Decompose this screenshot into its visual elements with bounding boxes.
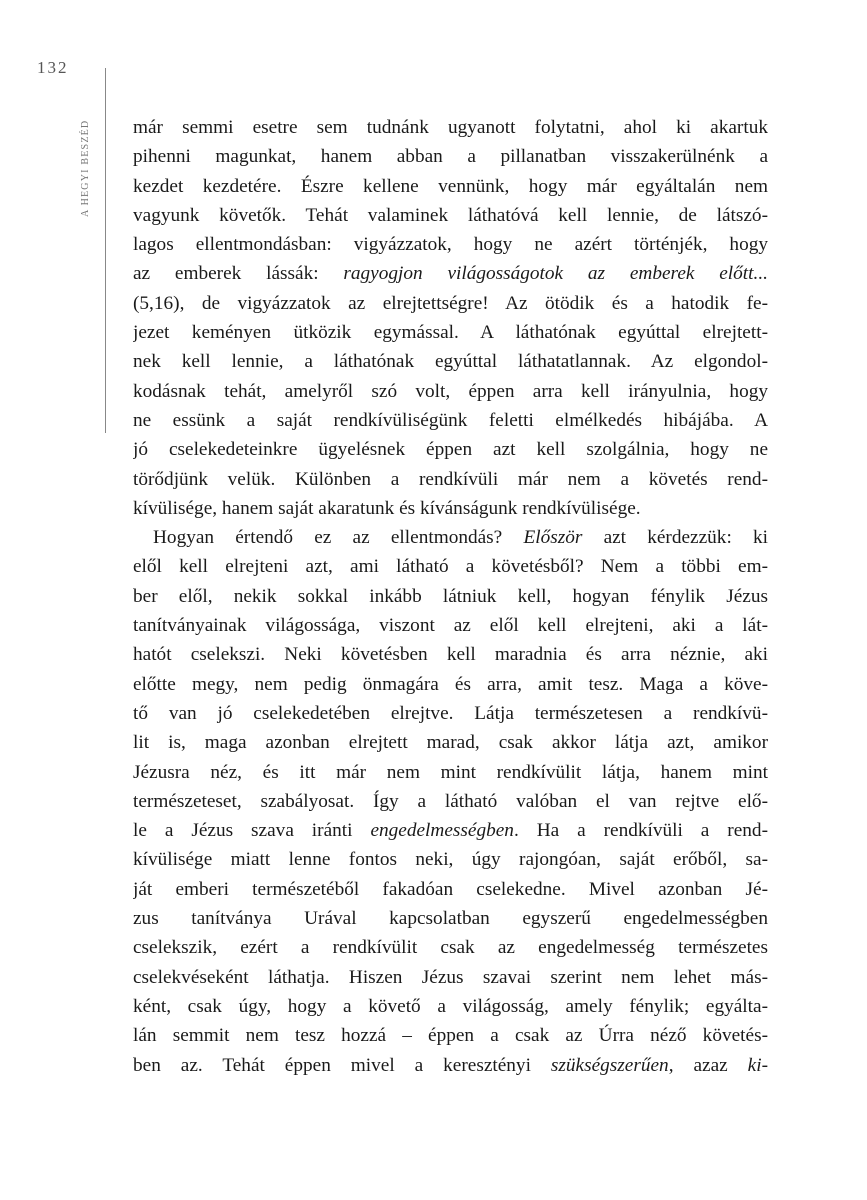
- text-run: cselekvéseként láthatja. Hiszen Jézus szavai szerint nem lehet más-: [133, 966, 768, 988]
- text-line: [133, 113, 768, 142]
- text-run: cselekszik, ezért a rendkívülit csak az engedelmesség természetes: [133, 937, 768, 959]
- text-line: [133, 640, 768, 669]
- text-run: kezdet kezdetére. Észre kellene vennünk, hogy már egyáltalán nem: [133, 175, 768, 197]
- text-line: [133, 289, 768, 318]
- text-run: ben az. Tehát éppen mivel a keresztényi: [133, 1054, 551, 1076]
- text-run: . Ha a rendkívüli a rend-: [513, 820, 768, 842]
- text-line: [133, 933, 768, 962]
- margin-rule: [105, 68, 106, 433]
- text-line: [133, 728, 768, 757]
- text-run: zus tanítványa Urával kapcsolatban egyszerű engedelmességben: [133, 908, 768, 930]
- text-line: [133, 963, 768, 992]
- text-run: jó cselekedeteinkre ügyelésnek éppen azt kell szolgálnia, hogy ne: [133, 439, 768, 461]
- text-run: kodásnak tehát, amelyről szó volt, éppen arra kell irányulnia, hogy: [133, 380, 768, 402]
- text-line: [133, 347, 768, 376]
- text-run: már semmi esetre sem tudnánk ugyanott folytatni, ahol ki akartuk: [133, 117, 768, 138]
- italic-text: engedelmességben: [370, 820, 514, 842]
- text-line: [133, 611, 768, 640]
- text-run: ként, csak úgy, hogy a követő a világosság, amely fénylik; egyálta-: [133, 995, 768, 1017]
- text-run: tő van jó cselekedetében elrejtve. Látja természetesen a rendkívü-: [133, 702, 768, 724]
- text-line: [133, 406, 768, 435]
- text-line: [133, 699, 768, 728]
- text-run: pihenni magunkat, hanem abban a pillanatban visszakerülnénk a: [133, 146, 768, 168]
- text-run: ne essünk a saját rendkívüliségünk feletti elmélkedés hibájába. A: [133, 409, 768, 431]
- text-run: nek kell lennie, a láthatónak egyúttal láthatatlannak. Az elgondol-: [133, 351, 768, 373]
- text-run: törődjünk velük. Különben a rendkívüli már nem a követés rend-: [133, 468, 768, 490]
- text-run: természeteset, szabályosat. Így a látható valóban el van rejtve elő-: [133, 790, 768, 812]
- text-run: Hogyan értendő ez az ellentmondás?: [153, 527, 524, 549]
- text-line: [133, 523, 768, 552]
- text-run: le a Jézus szava iránti: [133, 820, 371, 842]
- text-line: [133, 758, 768, 787]
- text-line: [133, 230, 768, 259]
- text-line: [133, 201, 768, 230]
- text-run: azt kérdezzük: ki: [582, 527, 768, 549]
- text-run: , azaz: [668, 1054, 748, 1076]
- text-line: [133, 377, 768, 406]
- italic-text: ki-: [747, 1054, 768, 1076]
- text-line: [133, 465, 768, 494]
- text-line: [133, 875, 768, 904]
- text-line: [133, 259, 768, 288]
- text-run: tanítványainak világossága, viszont az elől kell elrejteni, aki a lát-: [133, 615, 768, 637]
- text-run: jezet keményen ütközik egymással. A láthatónak egyúttal elrejtett-: [133, 322, 768, 344]
- text-run: ját emberi természetéből fakadóan cselekedne. Mivel azonban Jé-: [133, 878, 768, 900]
- text-run: lit is, maga azonban elrejtett marad, csak akkor látja azt, amikor: [133, 732, 768, 754]
- text-run: Jézusra néz, és itt már nem mint rendkívülit látja, hanem mint: [133, 761, 768, 783]
- text-run: vagyunk követők. Tehát valaminek láthatóvá kell lennie, de látszó-: [133, 204, 768, 226]
- text-line: [133, 1051, 768, 1080]
- text-run: kívülisége, hanem saját akaratunk és kívánságunk rendkívülisége.: [133, 497, 641, 519]
- text-line: [133, 992, 768, 1021]
- text-line: [133, 552, 768, 581]
- text-line: [133, 845, 768, 874]
- text-line: [133, 318, 768, 347]
- text-run: elől kell elrejteni azt, ami látható a követésből? Nem a többi em-: [133, 556, 768, 578]
- text-run: (5,16), de vigyázzatok az elrejtettségre! Az ötödik és a hatodik fe-: [133, 292, 768, 314]
- text-run: lagos ellentmondásban: vigyázzatok, hogy ne azért történjék, hogy: [133, 234, 768, 256]
- italic-text: ragyogjon világosságotok az emberek előtt...: [343, 263, 768, 285]
- text-line: [133, 582, 768, 611]
- text-run: előtte megy, nem pedig önmagára és arra, amit tesz. Maga a köve-: [133, 673, 768, 695]
- body-text: [133, 113, 768, 1080]
- page-number: 132: [37, 58, 69, 77]
- text-run: hatót cselekszi. Neki követésben kell maradnia és arra néznie, aki: [133, 644, 768, 666]
- running-head: A HEGYI BESZÉD: [80, 120, 91, 218]
- italic-text: szükségszerűen: [550, 1054, 669, 1076]
- text-line: [133, 1021, 768, 1050]
- text-line: [133, 904, 768, 933]
- text-line: [133, 494, 768, 523]
- text-line: [133, 787, 768, 816]
- text-run: lán semmit nem tesz hozzá – éppen a csak az Úrra néző követés-: [133, 1025, 768, 1047]
- text-line: [133, 670, 768, 699]
- italic-text: Először: [523, 527, 583, 549]
- text-line: [133, 172, 768, 201]
- text-run: az emberek lássák:: [133, 263, 344, 285]
- text-line: [133, 142, 768, 171]
- text-run: ber elől, nekik sokkal inkább látniuk kell, hogyan fénylik Jézus: [133, 585, 768, 607]
- text-line: [133, 435, 768, 464]
- text-line: [133, 816, 768, 845]
- text-run: kívülisége miatt lenne fontos neki, úgy rajongóan, saját erőből, sa-: [133, 849, 768, 871]
